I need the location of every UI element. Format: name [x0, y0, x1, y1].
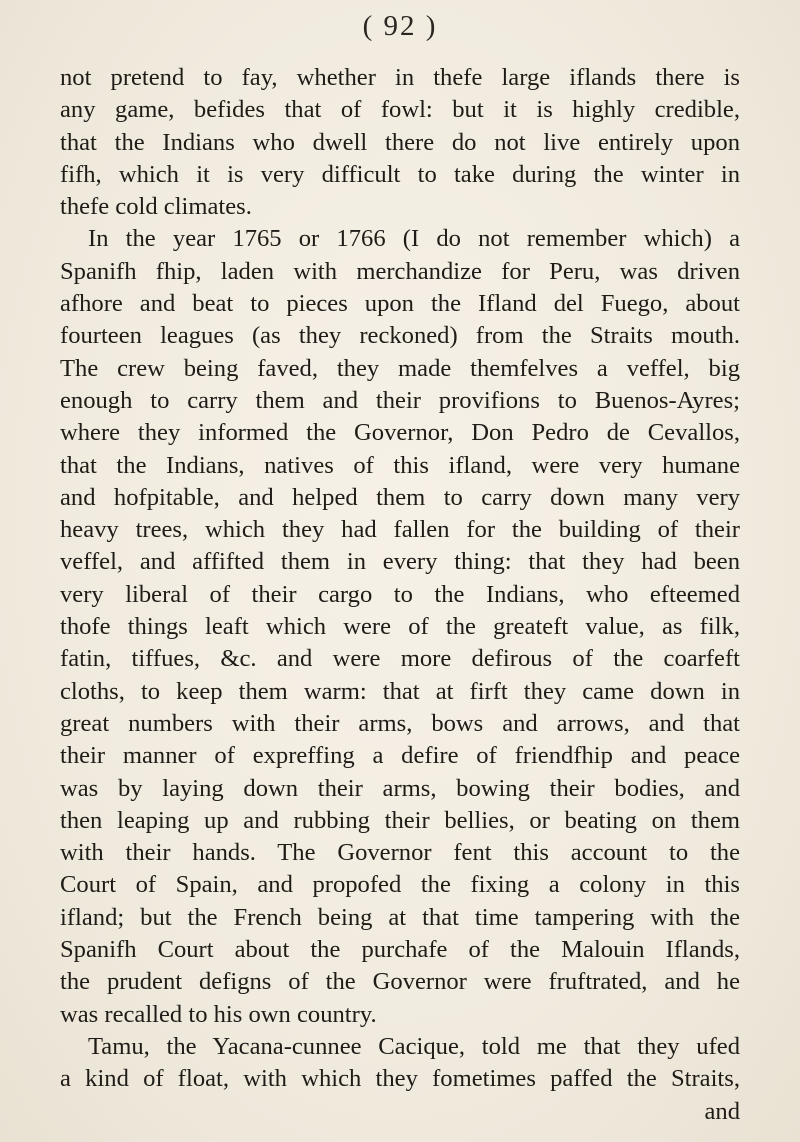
text-line: In the year 1765 or 1766 (I do not remember which) a: [88, 225, 740, 253]
text-line: fourteen leagues (as they reckoned) from the Straits mouth.: [60, 322, 740, 350]
text-line: Spanifh Court about the purchafe of the Malouin Iflands,: [60, 936, 740, 964]
text-line: Court of Spain, and propofed the fixing a colony in this: [60, 871, 740, 899]
page-number: ( 92 ): [362, 10, 438, 42]
catchword: and: [704, 1097, 740, 1125]
text-line: fifh, which it is very difficult to take during the winter in: [60, 160, 740, 188]
text-line: ifland; but the French being at that time tampering with the: [60, 903, 740, 931]
text-line: great numbers with their arms, bows and arrows, and that: [60, 709, 740, 737]
text-line: that the Indians, natives of this ifland, were very humane: [60, 451, 740, 479]
text-line: a kind of float, with which they fometimes paffed the Straits,: [60, 1065, 740, 1093]
text-line: veffel, and affifted them in every thing: that they had been: [60, 548, 740, 576]
text-line: that the Indians who dwell there do not live entirely upon: [60, 128, 740, 156]
text-line: enough to carry them and their provifions to Buenos-Ayres;: [60, 386, 740, 414]
text-line: Spanifh fhip, laden with merchandize for Peru, was driven: [60, 257, 740, 285]
text-line: The crew being faved, they made themfelves a veffel, big: [60, 354, 740, 382]
text-line: was recalled to his own country.: [60, 1000, 377, 1028]
text-line: thefe cold climates.: [60, 193, 252, 221]
text-line: with their hands. The Governor fent this account to the: [60, 839, 740, 867]
text-line: their manner of expreffing a defire of friendfhip and peace: [60, 742, 740, 770]
text-line: was by laying down their arms, bowing their bodies, and: [60, 774, 740, 802]
text-line: and hofpitable, and helped them to carry down many very: [60, 483, 740, 511]
text-line: heavy trees, which they had fallen for the building of their: [60, 516, 740, 544]
text-line: the prudent defigns of the Governor were fruftrated, and he: [60, 968, 740, 996]
text-line: any game, befides that of fowl: but it is highly credible,: [60, 96, 740, 124]
text-line: very liberal of their cargo to the Indians, who efteemed: [60, 580, 740, 608]
text-line: thofe things leaft which were of the greateft value, as filk,: [60, 613, 740, 641]
text-line: where they informed the Governor, Don Pedro de Cevallos,: [60, 419, 740, 447]
text-line: Tamu, the Yacana-cunnee Cacique, told me that they ufed: [88, 1032, 740, 1060]
text-line: then leaping up and rubbing their bellies, or beating on them: [60, 806, 740, 834]
text-line: not pretend to fay, whether in thefe large iflands there is: [60, 64, 740, 91]
text-line: fatin, tiffues, &c. and were more defirous of the coarfeft: [60, 645, 740, 673]
body-text: [60, 62, 740, 1128]
text-line: afhore and beat to pieces upon the Ifland del Fuego, about: [60, 290, 740, 318]
text-line: cloths, to keep them warm: that at firft they came down in: [60, 677, 740, 705]
